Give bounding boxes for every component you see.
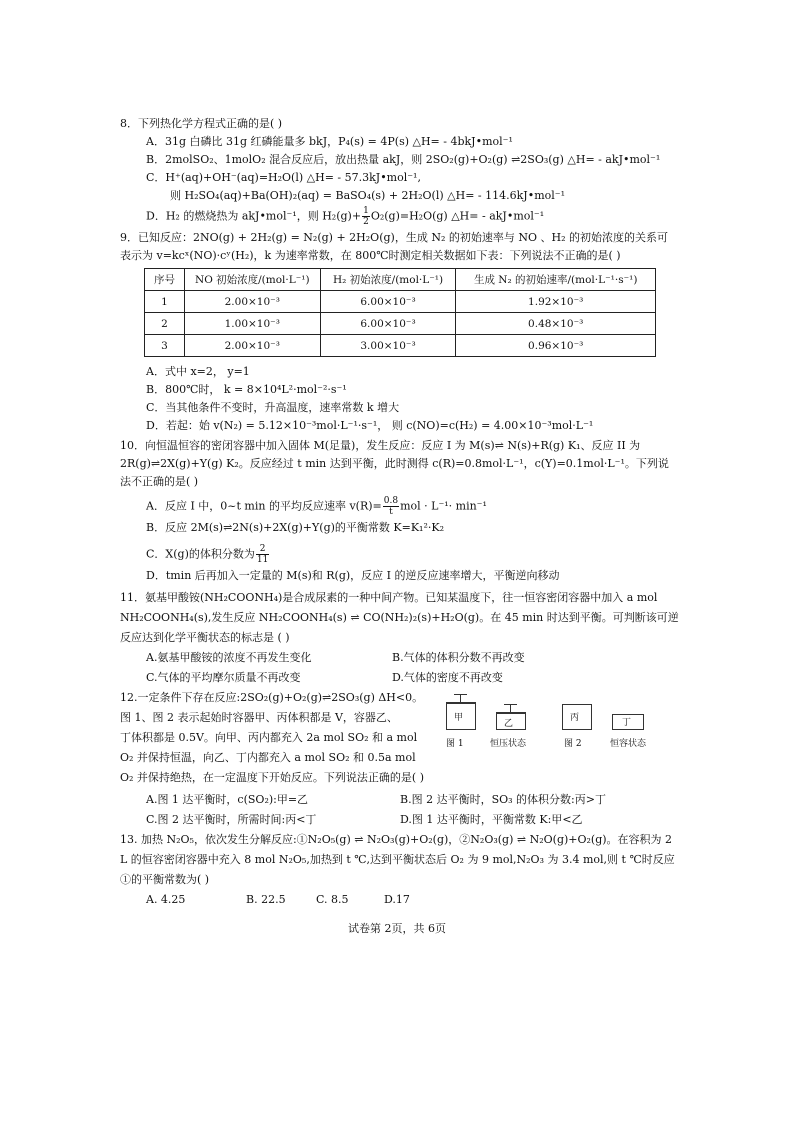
table-cell: 0.48×10⁻³: [456, 313, 656, 335]
q10-option-c-fraction: [256, 544, 269, 565]
table-cell: 1: [145, 291, 185, 313]
q11-stem-line2: NH₂COONH₄(s),发生反应 NH₂COONH₄(s) ⇌ CO(NH₂)₂(s)+H₂O(g)。在 45 min 时达到平衡。可判断该可逆: [120, 611, 679, 624]
q8-option-d-pre: D．H₂ 的燃烧热为 akJ•mol⁻¹，则 H₂(g)+: [146, 209, 362, 223]
page-footer: 试卷第 2页，共 6页: [348, 922, 446, 935]
q11-stem-line1: 11．氨基甲酸铵(NH₂COONH₄)是合成尿素的一种中间产物。已知某温度下，往一恒容密闭容器中加入 a mol: [120, 591, 658, 604]
q12-stem-line5: O₂ 并保持绝热，在一定温度下开始反应。下列说法正确的是( ): [120, 771, 425, 784]
fraction-denominator: 11: [256, 555, 269, 565]
q10-option-b: B．反应 2M(s)⇌2N(s)+2X(g)+Y(g)的平衡常数 K=K₁²·K₂: [146, 521, 445, 534]
q8-option-c-line1: C．H⁺(aq)+OH⁻(aq)=H₂O(l) △H= - 57.3kJ•mol⁻¹,: [146, 171, 421, 184]
table-cell: 2: [145, 313, 185, 335]
fraction-numerator: 2: [256, 544, 269, 555]
table-cell: 2.00×10⁻³: [184, 335, 320, 357]
q8-stem: 8．下列热化学方程式正确的是( ): [120, 117, 283, 130]
table-cell: 1.00×10⁻³: [184, 313, 320, 335]
fraction-denominator: 2: [363, 217, 369, 227]
caption-hengya: 恒压状态: [490, 739, 527, 749]
q12-stem-line4: O₂ 并保持恒温，向乙、丁内都充入 a mol SO₂ 和 0.5a mol: [120, 751, 416, 764]
q11-option-a: A.氨基甲酸铵的浓度不再发生变化: [146, 651, 312, 664]
table-cell: 6.00×10⁻³: [320, 291, 456, 313]
q10-option-a-pre: A．反应 I 中，0~t min 的平均反应速率 v(R)=: [146, 499, 382, 513]
q12-figure: [440, 692, 680, 756]
q11-stem-line3: 反应达到化学平衡状态的标志是 ( ): [120, 631, 290, 644]
q9-option-a: A．式中 x=2， y=1: [146, 365, 250, 378]
q9-stem-line2: 表示为 v=kcˣ(NO)·cʸ(H₂)，k 为速率常数，在 800℃时测定相关数据如下表：下列说法不正确的是( ): [120, 249, 621, 262]
q12-stem-line1: 12.一定条件下存在反应:2SO₂(g)+O₂(g)⇌2SO₃(g) ΔH<0。: [120, 691, 424, 704]
table-cell: 3: [145, 335, 185, 357]
label-bing: 丙: [570, 713, 580, 723]
piston-rod-jia: [460, 694, 461, 702]
piston-cap-jia: [454, 694, 467, 695]
caption-hengrong: 恒容状态: [610, 739, 647, 749]
label-yi: 乙: [504, 719, 514, 729]
q12-option-d: D.图 1 达平衡时，平衡常数 K:甲<乙: [400, 813, 583, 826]
q12-option-c: C.图 2 达平衡时，所需时间:丙<丁: [146, 813, 317, 826]
q11-option-c: C.气体的平均摩尔质量不再改变: [146, 671, 301, 684]
q8-option-b: B．2molSO₂、1molO₂ 混合反应后，放出热量 akJ，则 2SO₂(g)+O₂(g) ⇌2SO₃(g) △H= - akJ•mol⁻¹: [146, 153, 661, 166]
q10-option-c: [146, 544, 270, 565]
q9-option-d: D．若起：始 v(N₂) = 5.12×10⁻³mol·L⁻¹·s⁻¹， 则 c(NO)=c(H₂) = 4.00×10⁻³mol·L⁻¹: [146, 419, 594, 432]
label-ding: 丁: [622, 718, 632, 728]
q11-option-d: D.气体的密度不再改变: [392, 671, 503, 684]
table-cell: 0.96×10⁻³: [456, 335, 656, 357]
q13-option-b: B. 22.5: [246, 893, 286, 906]
fraction-numerator: 1: [363, 206, 369, 216]
q9-option-b: B．800℃时， k = 8×10⁴L²·mol⁻²·s⁻¹: [146, 383, 347, 396]
piston-cap-yi: [504, 704, 517, 705]
table-cell: 3.00×10⁻³: [320, 335, 456, 357]
q12-option-b: B.图 2 达平衡时，SO₃ 的体积分数:丙>丁: [400, 793, 606, 806]
fraction-denominator: t: [389, 507, 393, 517]
q13-option-c: C. 8.5: [316, 893, 349, 906]
table-cell: 1.92×10⁻³: [456, 291, 656, 313]
q13-option-d: D.17: [384, 893, 410, 906]
q10-option-a-post: mol · L⁻¹· min⁻¹: [400, 499, 487, 513]
table-header-row: [145, 269, 656, 291]
table-header: NO 初始浓度/(mol·L⁻¹): [184, 269, 320, 291]
q8-option-d-fraction: [362, 206, 370, 227]
table-row: [145, 291, 656, 313]
caption-fig1: 图 1: [446, 739, 464, 749]
table-header: 序号: [145, 269, 185, 291]
q8-option-c-line2: 则 H₂SO₄(aq)+Ba(OH)₂(aq) = BaSO₄(s) + 2H₂O(l) △H= - 114.6kJ•mol⁻¹: [170, 189, 565, 202]
q9-data-table: [144, 268, 656, 357]
caption-fig2: 图 2: [564, 739, 582, 749]
label-jia: 甲: [454, 713, 464, 723]
q10-option-a: [146, 496, 487, 517]
q12-stem-line3: 丁体积都是 0.5V。向甲、丙内都充入 2a mol SO₂ 和 a mol: [120, 731, 418, 744]
q8-option-d: [146, 206, 544, 227]
q10-stem-line2: 2R(g)⇌2X(g)+Y(g) K₂。反应经过 t min 达到平衡，此时测得 c(R)=0.8mol·L⁻¹，c(Y)=0.1mol·L⁻¹。下列说: [120, 457, 669, 470]
q12-option-a: A.图 1 达平衡时，c(SO₂):甲=乙: [146, 793, 309, 806]
q8-option-a: A．31g 白磷比 31g 红磷能量多 bkJ，P₄(s) = 4P(s) △H= - 4bkJ•mol⁻¹: [146, 135, 513, 148]
q8-option-d-post: O₂(g)=H₂O(g) △H= - akJ•mol⁻¹: [370, 209, 545, 223]
table-header: 生成 N₂ 的初始速率/(mol·L⁻¹·s⁻¹): [456, 269, 656, 291]
q9-option-c: C．当其他条件不变时，升高温度，速率常数 k 增大: [146, 401, 400, 414]
q10-option-d: D．tmin 后再加入一定量的 M(s)和 R(g)，反应 I 的逆反应速率增大，平衡逆向移动: [146, 569, 560, 582]
piston-yi: [496, 712, 526, 714]
q10-stem-line1: 10．向恒温恒容的密闭容器中加入固体 M(足量)，发生反应：反应 I 为 M(s)⇌ N(s)+R(g) K₁、反应 II 为: [120, 439, 641, 452]
q9-stem-line1: 9．已知反应：2NO(g) + 2H₂(g) = N₂(g) + 2H₂O(g)，生成 N₂ 的初始速率与 NO 、H₂ 的初始浓度的关系可: [120, 231, 668, 244]
q13-stem-line2: L 的恒容密闭容器中充入 8 mol N₂O₅,加热到 t ℃,达到平衡状态后 O₂ 为 9 mol,N₂O₃ 为 3.4 mol,则 t ℃时反应: [120, 853, 675, 866]
q13-stem-line3: ①的平衡常数为( ): [120, 873, 210, 886]
table-cell: 6.00×10⁻³: [320, 313, 456, 335]
piston-rod-yi: [510, 704, 511, 712]
table-row: [145, 335, 656, 357]
fraction-numerator: 0.8: [383, 496, 399, 506]
q10-option-c-pre: C．X(g)的体积分数为: [146, 547, 255, 561]
piston-jia: [446, 702, 476, 704]
q10-option-a-fraction: [383, 496, 399, 517]
q12-stem-line2: 图 1、图 2 表示起始时容器甲、丙体积都是 V，容器乙、: [120, 711, 398, 724]
q13-option-a: A. 4.25: [146, 893, 186, 906]
q11-option-b: B.气体的体积分数不再改变: [392, 651, 525, 664]
q10-stem-line3: 法不正确的是( ): [120, 475, 199, 488]
table-row: [145, 313, 656, 335]
table-header: H₂ 初始浓度/(mol·L⁻¹): [320, 269, 456, 291]
q13-stem-line1: 13. 加热 N₂O₅，依次发生分解反应:①N₂O₅(g) ⇌ N₂O₃(g)+O₂(g)，②N₂O₃(g) ⇌ N₂O(g)+O₂(g)。在容积为 2: [120, 833, 673, 846]
table-cell: 2.00×10⁻³: [184, 291, 320, 313]
